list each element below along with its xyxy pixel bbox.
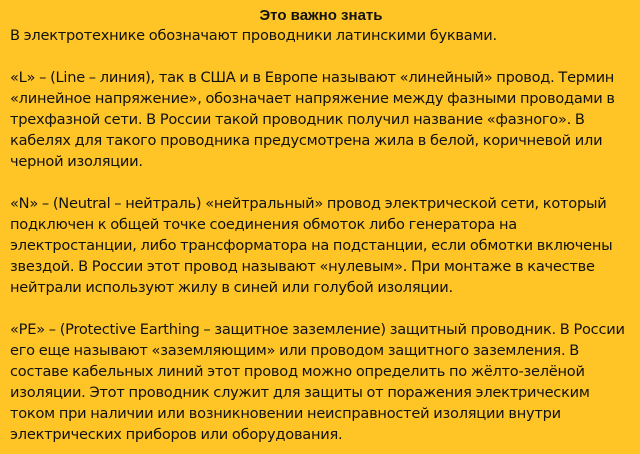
- note-paragraph-line-conductor: «L» – (Line – линия), так в США и в Европе называют «линейный» провод. Термин «линейное напряжение», обозначает напряжение между фазными проводами в трехфазной сети. В России такой проводник получил название «фазного». В кабелях для такого проводника предусмотрена жила в белой, коричневой или черной изоляции.: [10, 69, 615, 170]
- note-paragraph-neutral-conductor: «N» – (Neutral – нейтраль) «нейтральный» провод электрической сети, который подключен к общей точке соединения обмоток либо генератора на электростанции, либо трансформатора на подстанции, если обмотки включены звездой. В России этот провод называют «нулевым». При монтаже в качестве нейтрали используют жилу в синей или голубой изоляции.: [10, 195, 613, 296]
- note-title: Это важно знать: [259, 7, 383, 24]
- note-paragraph-protective-earth: «PE» – (Protective Earthing – защитное заземление) защитный проводник. В России его еще называют «заземляющим» или проводом защитного заземления. В составе кабельных линий этот провод можно определить по жёлто-зелёной изоляции. Этот проводник служит для защиты от поражения электрическим током при наличии или возникновении неисправностей изоляции внутри электрических приборов или оборудования.: [10, 321, 625, 443]
- note-paragraph-intro: В электротехнике обозначают проводники латинскими буквами.: [10, 27, 497, 44]
